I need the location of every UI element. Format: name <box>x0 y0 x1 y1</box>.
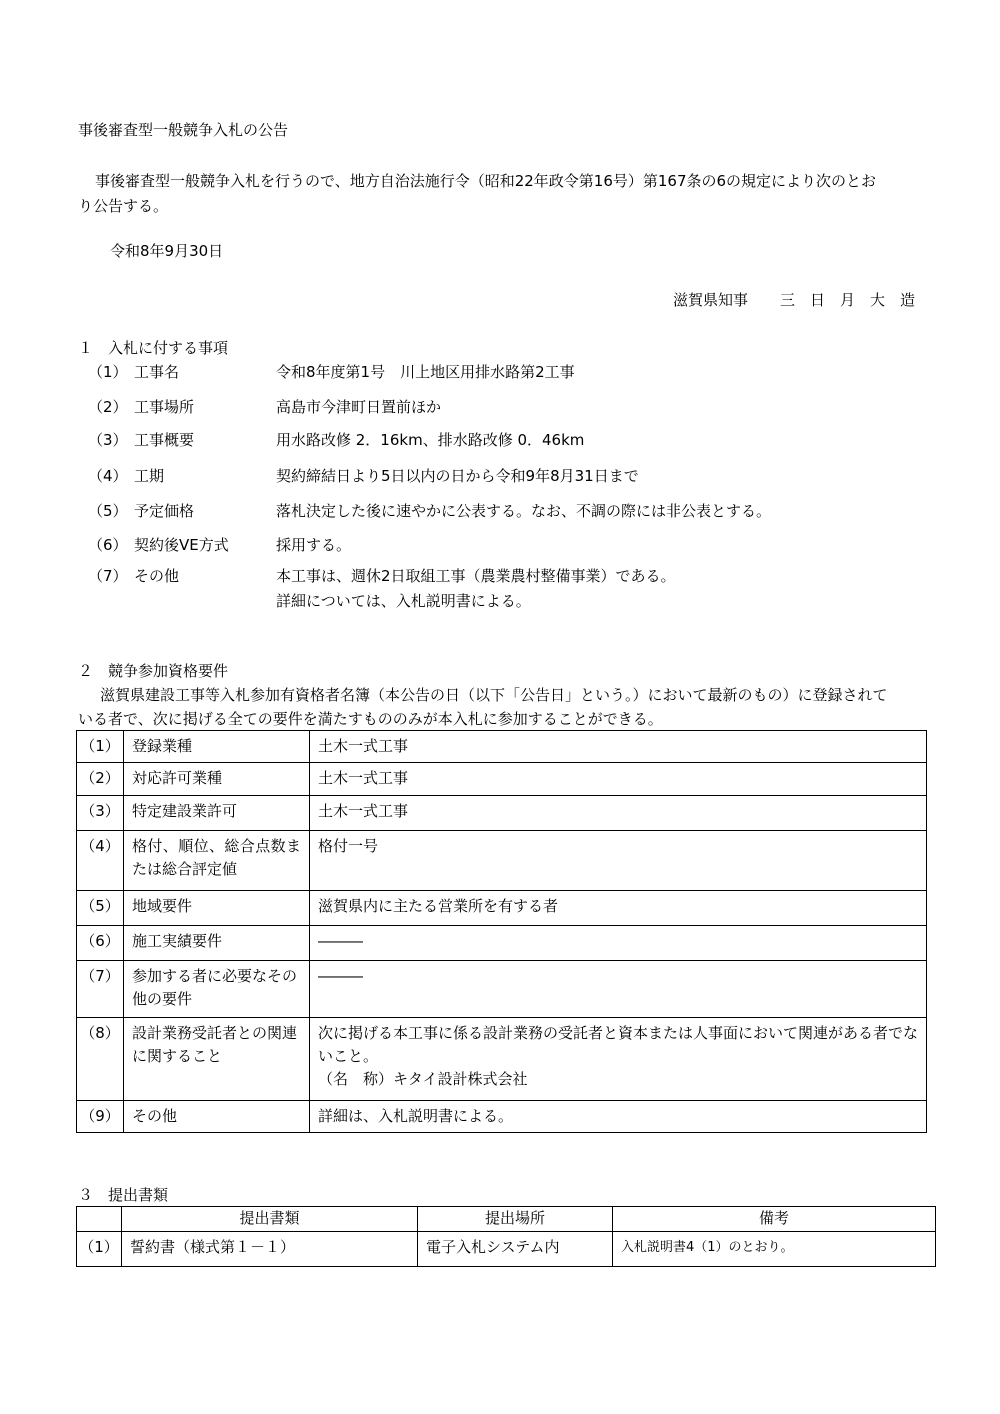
item-label: 工事概要 <box>134 431 195 449</box>
document-name: 誓約書（様式第１－１） <box>122 1232 418 1267</box>
section2-intro-line2: いる者で、次に掲げる全ての要件を満たすもののみが本入札に参加することができる。 <box>78 710 663 728</box>
table-header-row <box>77 1207 936 1232</box>
intro-paragraph-line2: り公告する。 <box>78 197 169 215</box>
table-row <box>77 961 927 1018</box>
item-number: （3） <box>88 431 128 449</box>
row-label: 設計業務受託者との関連に関すること <box>124 1018 310 1101</box>
item-value: 用水路改修 2．16km、排水路改修 0．46km <box>276 431 585 449</box>
row-number: （4） <box>77 831 124 891</box>
item-number: （7） <box>88 567 128 585</box>
row-number: （7） <box>77 961 124 1018</box>
item-label: 工期 <box>134 467 165 485</box>
issuer-title: 滋賀県知事 <box>673 291 749 309</box>
table-row <box>77 763 927 796</box>
item-number: （2） <box>88 398 128 416</box>
row-value-cell <box>310 1018 927 1101</box>
section3-heading: ３ 提出書類 <box>78 1186 169 1204</box>
issuer-name: 三 日 月 大 造 <box>780 291 916 309</box>
item-number: （4） <box>88 467 128 485</box>
item-label: 予定価格 <box>134 502 195 520</box>
column-header: 備考 <box>613 1207 936 1232</box>
row-number: （8） <box>77 1018 124 1101</box>
column-header: 提出書類 <box>122 1207 418 1232</box>
section2-intro-line1: 滋賀県建設工事等入札参加有資格者名簿（本公告の日（以下「公告日」という。）において最新のもの）に登録されて <box>100 686 888 704</box>
row-value: 土木一式工事 <box>310 796 927 831</box>
row-value: 土木一式工事 <box>310 731 927 763</box>
item-label: 工事場所 <box>134 398 195 416</box>
intro-paragraph-line1: 事後審査型一般競争入札を行うので、地方自治法施行令（昭和22年政令第16号）第167条の6の規定により次のとお <box>95 172 877 190</box>
header-empty <box>77 1207 122 1232</box>
row-label: 特定建設業許可 <box>124 796 310 831</box>
table-row <box>77 831 927 891</box>
item-value: 契約締結日より5日以内の日から令和9年8月31日まで <box>276 467 639 485</box>
qualification-table <box>76 730 927 1133</box>
item-number: （6） <box>88 536 128 554</box>
item-label: その他 <box>134 567 180 585</box>
row-number: （2） <box>77 763 124 796</box>
row-label: 対応許可業種 <box>124 763 310 796</box>
item-number: （1） <box>88 363 128 381</box>
table-row <box>77 926 927 961</box>
row-number: （5） <box>77 891 124 926</box>
table-row <box>77 796 927 831</box>
section2-heading: ２ 競争参加資格要件 <box>78 662 229 680</box>
item-label: 工事名 <box>134 363 180 381</box>
item-value: 採用する。 <box>276 536 352 554</box>
row-label: その他 <box>124 1101 310 1133</box>
item-value: 令和8年度第1号 川上地区用排水路第2工事 <box>276 363 575 381</box>
documents-table <box>76 1206 936 1267</box>
item-label: 契約後VE方式 <box>134 536 229 554</box>
row-label: 格付、順位、総合点数または総合評定値 <box>124 831 310 891</box>
item-value: 高島市今津町日置前ほか <box>276 398 442 416</box>
row-label: 地域要件 <box>124 891 310 926</box>
table-row <box>77 1101 927 1133</box>
item-value-line2: 詳細については、入札説明書による。 <box>276 592 531 610</box>
row-value: 土木一式工事 <box>310 763 927 796</box>
table-row <box>77 731 927 763</box>
row-label: 施工実績要件 <box>124 926 310 961</box>
row-value: 次に掲げる本工事に係る設計業務の受託者と資本または人事面において関連がある者でないこと。 <box>318 1024 919 1065</box>
item-number: （5） <box>88 502 128 520</box>
row-label: 登録業種 <box>124 731 310 763</box>
remarks: 入札説明書4（1）のとおり。 <box>613 1232 936 1267</box>
row-value: 格付一号 <box>310 831 927 891</box>
row-value: ――― <box>310 926 927 961</box>
table-row <box>77 1232 936 1267</box>
table-row <box>77 891 927 926</box>
row-number: （3） <box>77 796 124 831</box>
row-value: 詳細は、入札説明書による。 <box>310 1101 927 1133</box>
item-value: 落札決定した後に速やかに公表する。なお、不調の際には非公表とする。 <box>276 502 772 520</box>
row-number: （1） <box>77 1232 122 1267</box>
row-number: （9） <box>77 1101 124 1133</box>
row-value: 滋賀県内に主たる営業所を有する者 <box>310 891 927 926</box>
submission-place: 電子入札システム内 <box>418 1232 613 1267</box>
row-value: ――― <box>310 961 927 1018</box>
column-header: 提出場所 <box>418 1207 613 1232</box>
table-row <box>77 1018 927 1101</box>
item-value: 本工事は、週休2日取組工事（農業農村整備事業）である。 <box>276 567 676 585</box>
section1-heading: １ 入札に付する事項 <box>78 339 229 357</box>
announcement-date: 令和8年9月30日 <box>110 242 224 260</box>
row-value-line2: （名 称）キタイ設計株式会社 <box>318 1070 528 1088</box>
row-label: 参加する者に必要なその他の要件 <box>124 961 310 1018</box>
row-number: （6） <box>77 926 124 961</box>
document-title: 事後審査型一般競争入札の公告 <box>78 121 289 139</box>
row-number: （1） <box>77 731 124 763</box>
